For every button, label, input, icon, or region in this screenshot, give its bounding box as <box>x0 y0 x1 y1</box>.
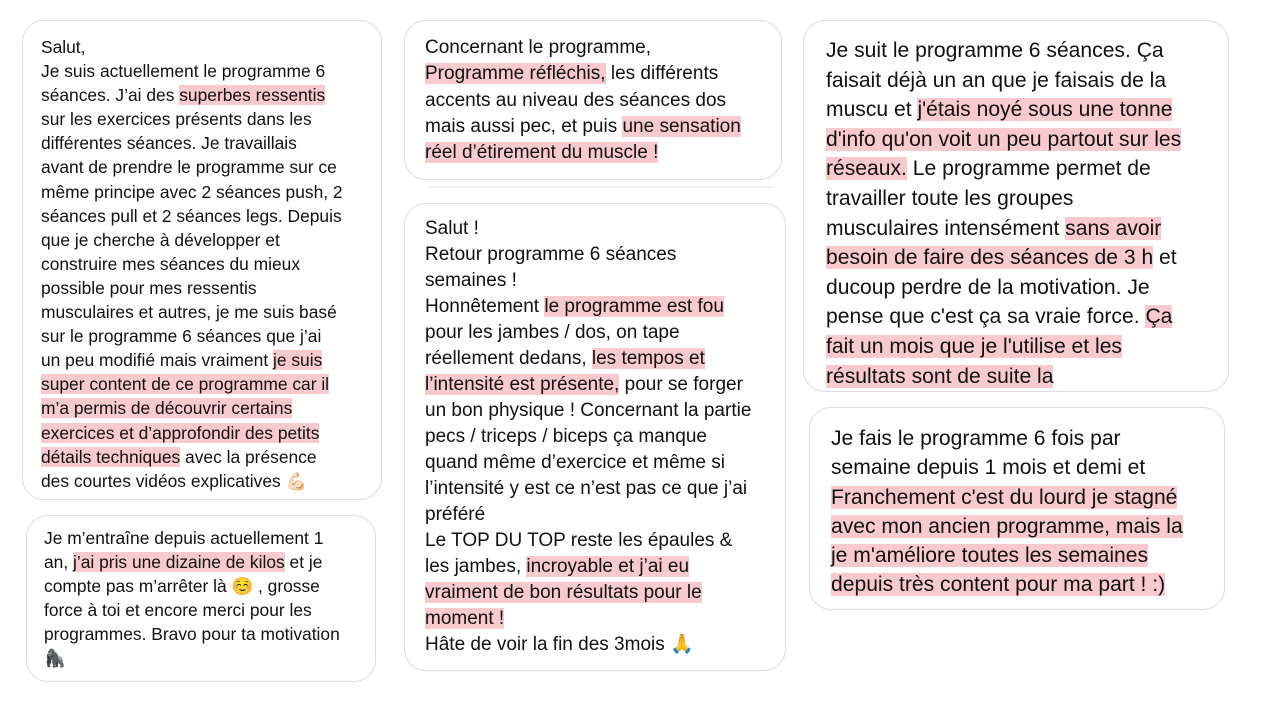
highlighted-text: sans avoir besoin de faire des séances de 3 h <box>826 216 1162 270</box>
testimonial-text <box>425 216 773 658</box>
highlighted-text: j’ai pris une dizaine de kilos <box>73 552 285 572</box>
testimonial-text <box>41 35 365 493</box>
testimonial-text <box>44 526 361 670</box>
text-segment: Salut ! Retour programme 6 séances semaines ! Honnêtement <box>425 218 677 317</box>
testimonial-text <box>826 36 1214 391</box>
text-segment: et je compte pas m’arrêter là ☺️ , grosse force à toi et encore merci pour les programmes. Bravo pour ta motivation 🦍 <box>44 552 340 668</box>
text-segment: Le programme permet de travailler toute les groupes musculaires intensément <box>826 157 1151 240</box>
highlighted-text: Programme réfléchis, <box>425 63 606 85</box>
text-segment: Je suit le programme 6 séances. Ça faisait déjà un an que je faisais de la muscu et <box>826 39 1167 122</box>
divider <box>428 186 774 188</box>
testimonial-text <box>831 424 1210 600</box>
highlighted-text: Franchement c'est du lourd je stagné avec mon ancien programme, mais la je m'améliore toutes les semaines depuis très content pour ma part ! :) <box>831 485 1183 597</box>
testimonial-card <box>404 203 786 671</box>
text-segment: Je fais le programme 6 fois par semaine depuis 1 mois et demi et <box>831 427 1146 480</box>
highlighted-text: superbes ressentis <box>179 85 326 106</box>
text-segment: Salut, Je suis actuellement le programme 6 séances. J’ai des <box>41 37 326 106</box>
text-segment: et ducoup perdre de la motivation. Je pense que c'est ça sa vraie force. <box>826 246 1177 329</box>
text-segment: pour se forger un bon physique ! Concernant la partie pecs / triceps / biceps ça manque quand même d’exercice et même si l’intensité y est ce n’est pas ce que j’ai préféré Le TOP DU TOP reste les épaules & les jambes, <box>425 374 752 577</box>
highlighted-text: je suis super content de ce programme car il m’a permis de découvrir certains exercices et d’approfondir des petits détails techniques <box>41 350 330 467</box>
testimonial-card <box>404 20 782 180</box>
highlighted-text: le programme est fou <box>544 296 724 317</box>
text-segment: Concernant le programme, <box>425 37 651 58</box>
highlighted-text: les tempos et l’intensité est présente, <box>425 348 705 395</box>
text-segment: Hâte de voir la fin des 3mois 🙏 <box>425 634 694 655</box>
text-segment: pour les jambes / dos, on tape réellement dedans, <box>425 322 680 369</box>
text-segment: avec la présence des courtes vidéos explicatives 💪🏻 <box>41 446 317 491</box>
testimonial-card <box>22 20 382 500</box>
highlighted-text: incroyable et j’ai eu vraiment de bon résultats pour le moment ! <box>425 556 702 629</box>
text-segment: Je m’entraîne depuis actuellement 1 an, <box>44 528 324 572</box>
text-segment: sur les exercices présents dans les différentes séances. Je travaillais avant de prendre le programme sur ce même principe avec 2 séances push, 2 séances pull et 2 séances legs. Depuis que je cherche à développer et construire mes séances du mieux possible pour mes ressentis musculaires et autres, je me suis basé sur le programme 6 séances que j’ai un peu modifié mais vraiment <box>41 109 343 371</box>
testimonial-text <box>425 35 767 166</box>
testimonial-card <box>809 407 1225 610</box>
highlighted-text: Ça fait un mois que je l'utilise et les résultats sont de suite la <box>826 305 1173 388</box>
highlighted-text: une sensation réel d’étirement du muscle ! <box>425 115 741 164</box>
text-segment: les différents accents au niveau des séances dos mais aussi pec, et puis <box>425 63 727 137</box>
testimonial-card <box>803 20 1229 392</box>
highlighted-text: j'étais noyé sous une tonne d'info qu'on voit un peu partout sur les réseaux. <box>826 98 1182 181</box>
testimonial-card <box>26 515 376 682</box>
